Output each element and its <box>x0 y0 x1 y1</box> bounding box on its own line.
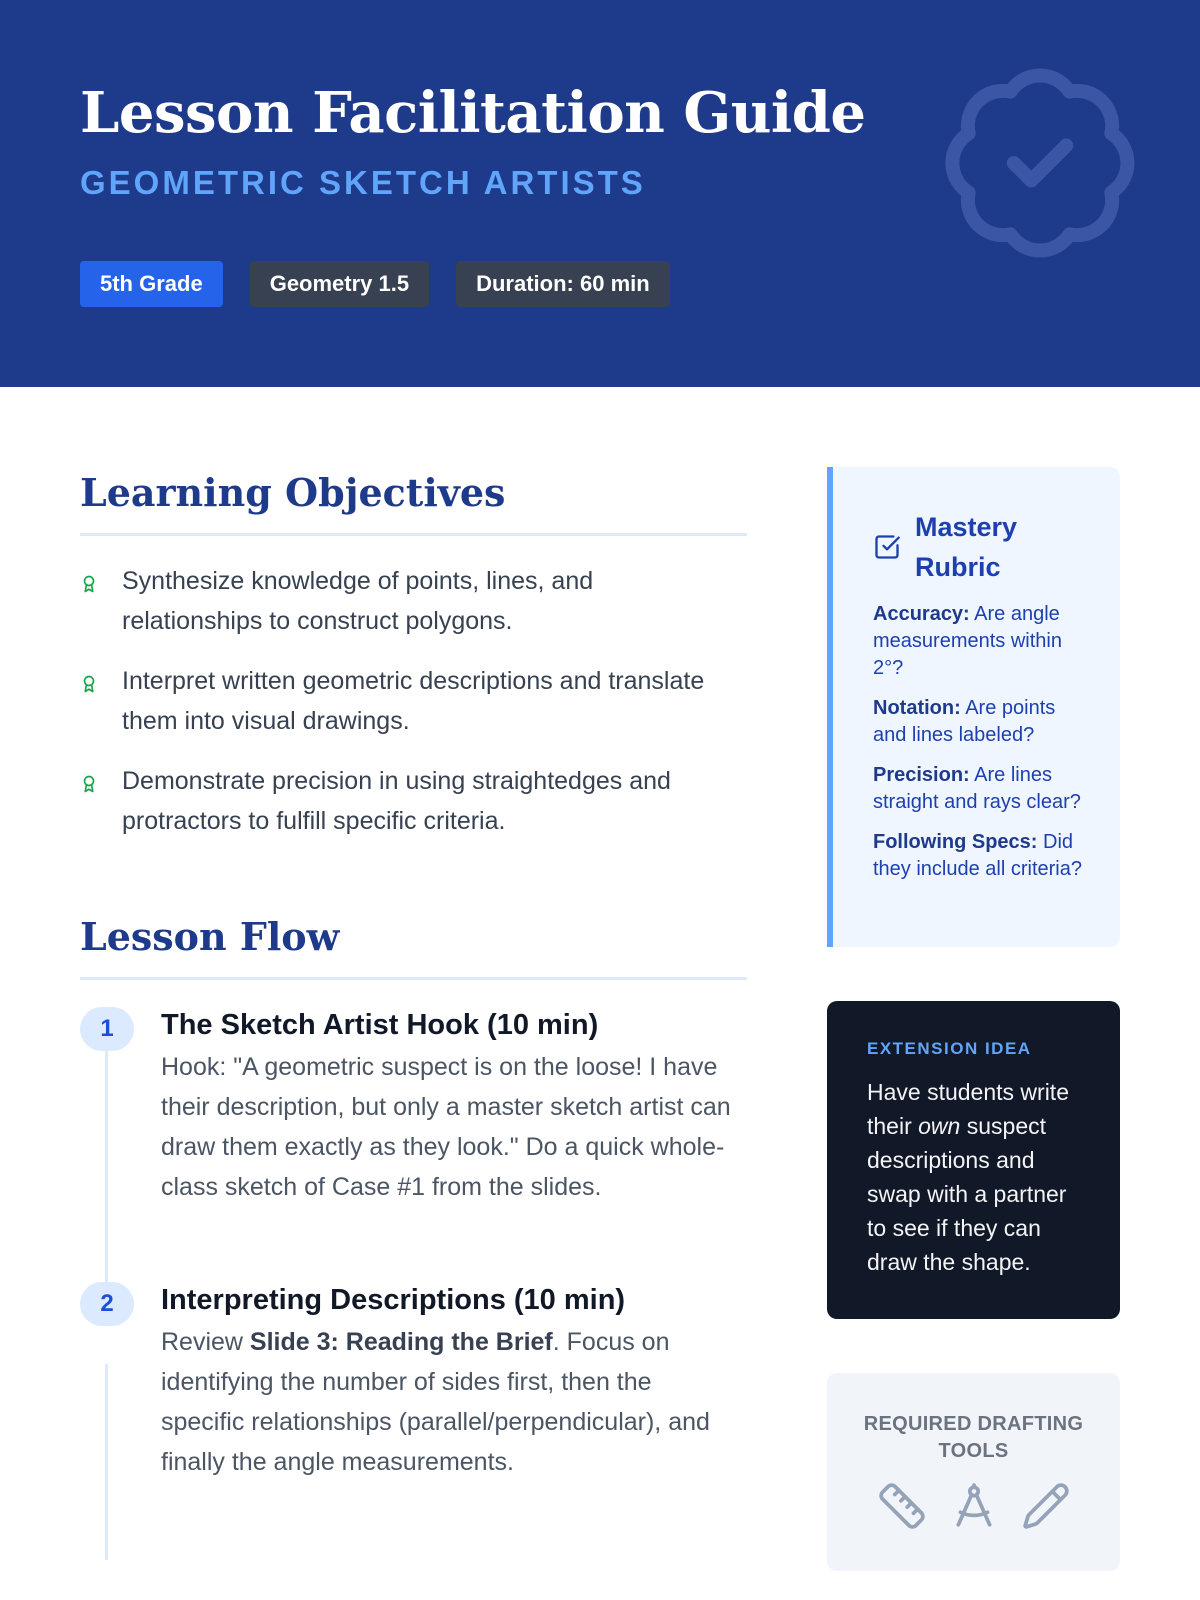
extension-idea-card <box>827 1001 1120 1319</box>
standard-tag: Geometry 1.5 <box>250 261 429 307</box>
objectives-list <box>80 561 740 861</box>
rubric-criterion <box>873 829 1094 883</box>
criterion-text: Are points and lines labeled? <box>873 697 1056 746</box>
objective-text: Interpret written geometric descriptions and translate them into visual drawings. <box>122 667 705 735</box>
rubric-header <box>873 507 1094 587</box>
criterion-label: Notation: <box>873 697 961 719</box>
extension-label: EXTENSION IDEA <box>867 1039 1032 1058</box>
award-icon <box>80 773 98 795</box>
ruler-icon <box>877 1481 927 1531</box>
check-badge-icon <box>935 58 1145 268</box>
pencil-icon <box>1021 1481 1071 1531</box>
step-title: The Sketch Artist Hook (10 min) <box>161 1009 599 1041</box>
lesson-flow-timeline <box>80 1005 740 1482</box>
extension-text-part: Have students write their <box>867 1079 1069 1139</box>
rubric-criterion <box>873 695 1094 749</box>
checkbox-icon <box>873 533 901 561</box>
lesson-tags <box>80 261 670 307</box>
mastery-rubric-card <box>827 467 1120 947</box>
page-header <box>0 0 1200 387</box>
objective-text: Synthesize knowledge of points, lines, and relationships to construct polygons. <box>122 567 594 635</box>
duration-tag: Duration: 60 min <box>456 261 670 307</box>
criterion-label: Precision: <box>873 764 970 786</box>
rubric-criterion <box>873 601 1094 682</box>
award-icon <box>80 673 98 695</box>
objective-text: Demonstrate precision in using straightedges and protractors to fulfill specific criteria. <box>122 767 671 835</box>
objectives-divider <box>80 533 747 536</box>
grade-tag: 5th Grade <box>80 261 223 307</box>
objective-item <box>80 661 740 741</box>
tools-icons <box>827 1481 1120 1531</box>
step-number: 2 <box>80 1282 134 1326</box>
criterion-text: Are angle measurements within 2°? <box>873 603 1062 679</box>
objective-item <box>80 561 740 641</box>
criterion-label: Accuracy: <box>873 603 970 625</box>
extension-emphasis: own <box>918 1113 961 1139</box>
slide-reference: Slide 3: Reading the Brief <box>249 1328 553 1356</box>
step-number: 1 <box>80 1007 134 1051</box>
extension-text <box>867 1075 1088 1279</box>
extension-text-part: suspect descriptions and swap with a partner to see if they can draw the shape. <box>867 1113 1067 1275</box>
step-description <box>161 1322 740 1482</box>
step-description: Hook: "A geometric suspect is on the loose! I have their description, but only a master sketch artist can draw them exactly as they look." Do a quick whole-class sketch of Case #1 from the slides. <box>161 1053 731 1201</box>
flow-heading: Lesson Flow <box>80 914 340 959</box>
award-icon <box>80 573 98 595</box>
flow-divider <box>80 977 747 980</box>
criterion-text: Did they include all criteria? <box>873 831 1082 880</box>
step-title: Interpreting Descriptions (10 min) <box>161 1284 626 1316</box>
criterion-label: Following Specs: <box>873 831 1038 853</box>
tools-label: REQUIRED DRAFTING TOOLS <box>863 1413 1084 1462</box>
step-text: Review <box>161 1328 250 1356</box>
step-text: . Focus on identifying the number of sides first, then the specific relationships (parallel/perpendicular), and finally the angle measurements. <box>161 1328 710 1476</box>
page-title: Lesson Facilitation Guide <box>80 80 866 146</box>
objective-item <box>80 761 740 841</box>
criterion-text: Are lines straight and rays clear? <box>873 764 1081 813</box>
objectives-heading: Learning Objectives <box>80 470 506 515</box>
flow-step <box>80 1005 740 1207</box>
lesson-subtitle: GEOMETRIC SKETCH ARTISTS <box>80 164 646 201</box>
compass-icon <box>949 1481 999 1531</box>
rubric-criterion <box>873 762 1094 816</box>
rubric-title: Mastery Rubric <box>915 512 1018 582</box>
flow-step <box>80 1280 740 1482</box>
drafting-tools-card <box>827 1373 1120 1571</box>
